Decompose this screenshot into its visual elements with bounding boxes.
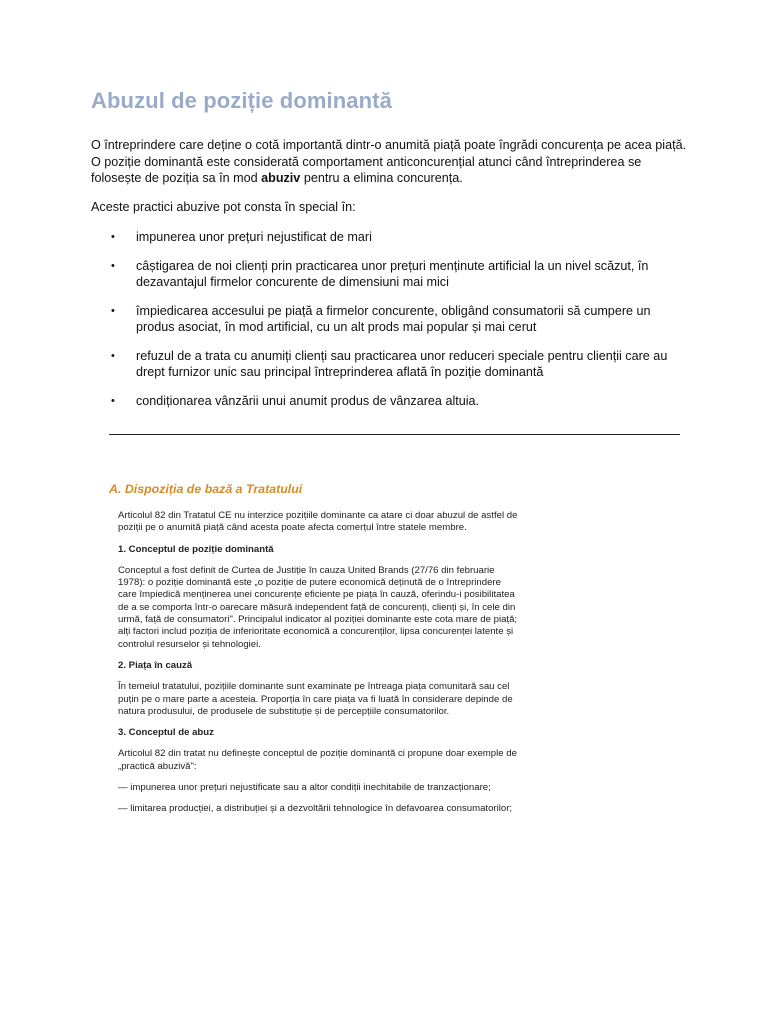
list-item-text: condiționarea vânzării unui anumit produs de vânzarea altuia. [136,394,480,408]
intro-text-1: O întreprindere care deține o cotă importantă dintr-o anumită piață poate îngrădi concurența pe acea piață. O poziție dominantă este considerată comportament anticoncurențial atunci când întreprinderea se folosește de poziția sa în mod [91,138,687,185]
bullet-icon: • [111,260,115,272]
intro-text-2: pentru a elimina concurența. [300,171,463,185]
list-item [91,348,691,380]
horizontal-divider [109,434,680,435]
bullet-icon: • [111,231,115,243]
list-item [91,303,691,335]
list-item [91,258,691,290]
list-item-text: câștigarea de noi clienți prin practicarea unor prețuri menținute artificial la un nivel scăzut, în dezavantajul firmelor concurente de dimensiuni mai mici [136,259,649,289]
section-paragraph-3: În temeiul tratatului, pozițiile dominante sunt examinate pe întreaga piața comunitară sau cel puțin pe o mare parte a acesteia. Proporția în care piața va fi luată în considerare depinde de natura produsului, de produsele de substituție și de percepțiile consumatorilor. [118,681,513,717]
subheading-abuse-concept: 3. Conceptul de abuz [118,727,214,739]
abusive-practices-list [91,229,691,422]
list-item [91,393,691,409]
section-paragraph-1: Articolul 82 din Tratatul CE nu interzice pozițiile dominante ca atare ci doar abuzul de astfel de poziții pe o anumită piață când acesta poate afecta comerțul între statele membre. [118,510,518,534]
bullet-icon: • [111,395,115,407]
page-title: Abuzul de poziție dominantă [91,88,392,113]
section-paragraph-6: — limitarea producției, a distribuției și a dezvoltării tehnologice în defavoarea consumatorilor; [118,803,513,815]
section-paragraph-2: Conceptul a fost definit de Curtea de Justiție în cauza United Brands (27/76 din februarie 1978): o poziție dominantă este „o poziție de putere economică deținută de o întreprindere care împiedică menținerea unei concurențe eficiente pe piața în cauză, oferindu-i posibilitatea de a se comporta într-o oarecare măsură independent față de concurenți, clienți și, în cele din urmă, față de consumatori". Principalul indicator al poziției dominante este cota mare de piață; alți factori includ poziția de inferioritate economică a concurenților, lipsa concurenței latente și controlul resurselor și tehnologiei. [118,564,518,650]
bullet-icon: • [111,305,115,317]
intro-bold-word: abuziv [261,171,301,185]
list-lead-paragraph: Aceste practici abuzive pot consta în special în: [91,200,356,214]
bullet-icon: • [111,350,115,362]
section-heading: A. Dispoziția de bază a Tratatului [109,482,303,496]
list-item [91,229,691,245]
section-paragraph-5: — impunerea unor prețuri nejustificate sau a altor condiții inechitabile de tranzacționare; [118,782,491,794]
section-body [118,510,518,825]
subheading-relevant-market: 2. Piața în cauză [118,659,193,671]
list-item-text: refuzul de a trata cu anumiți clienți sau practicarea unor reduceri speciale pentru clienții care au drept furnizor unic sau principal întreprinderea aflată în poziție dominantă [136,349,668,379]
list-item-text: împiedicarea accesului pe piață a firmelor concurente, obligând consumatorii să cumpere un produs asociat, în mod artificial, cu un alt prods mai popular și mai cerut [136,304,651,334]
list-item-text: impunerea unor prețuri nejustificat de mari [136,230,372,244]
subheading-dominant-position: 1. Conceptul de poziție dominantă [118,543,274,555]
section-paragraph-4: Articolul 82 din tratat nu definește conceptul de poziție dominantă ci propune doar exemple de „practică abuzivă": [118,748,517,772]
intro-paragraph [91,137,691,187]
